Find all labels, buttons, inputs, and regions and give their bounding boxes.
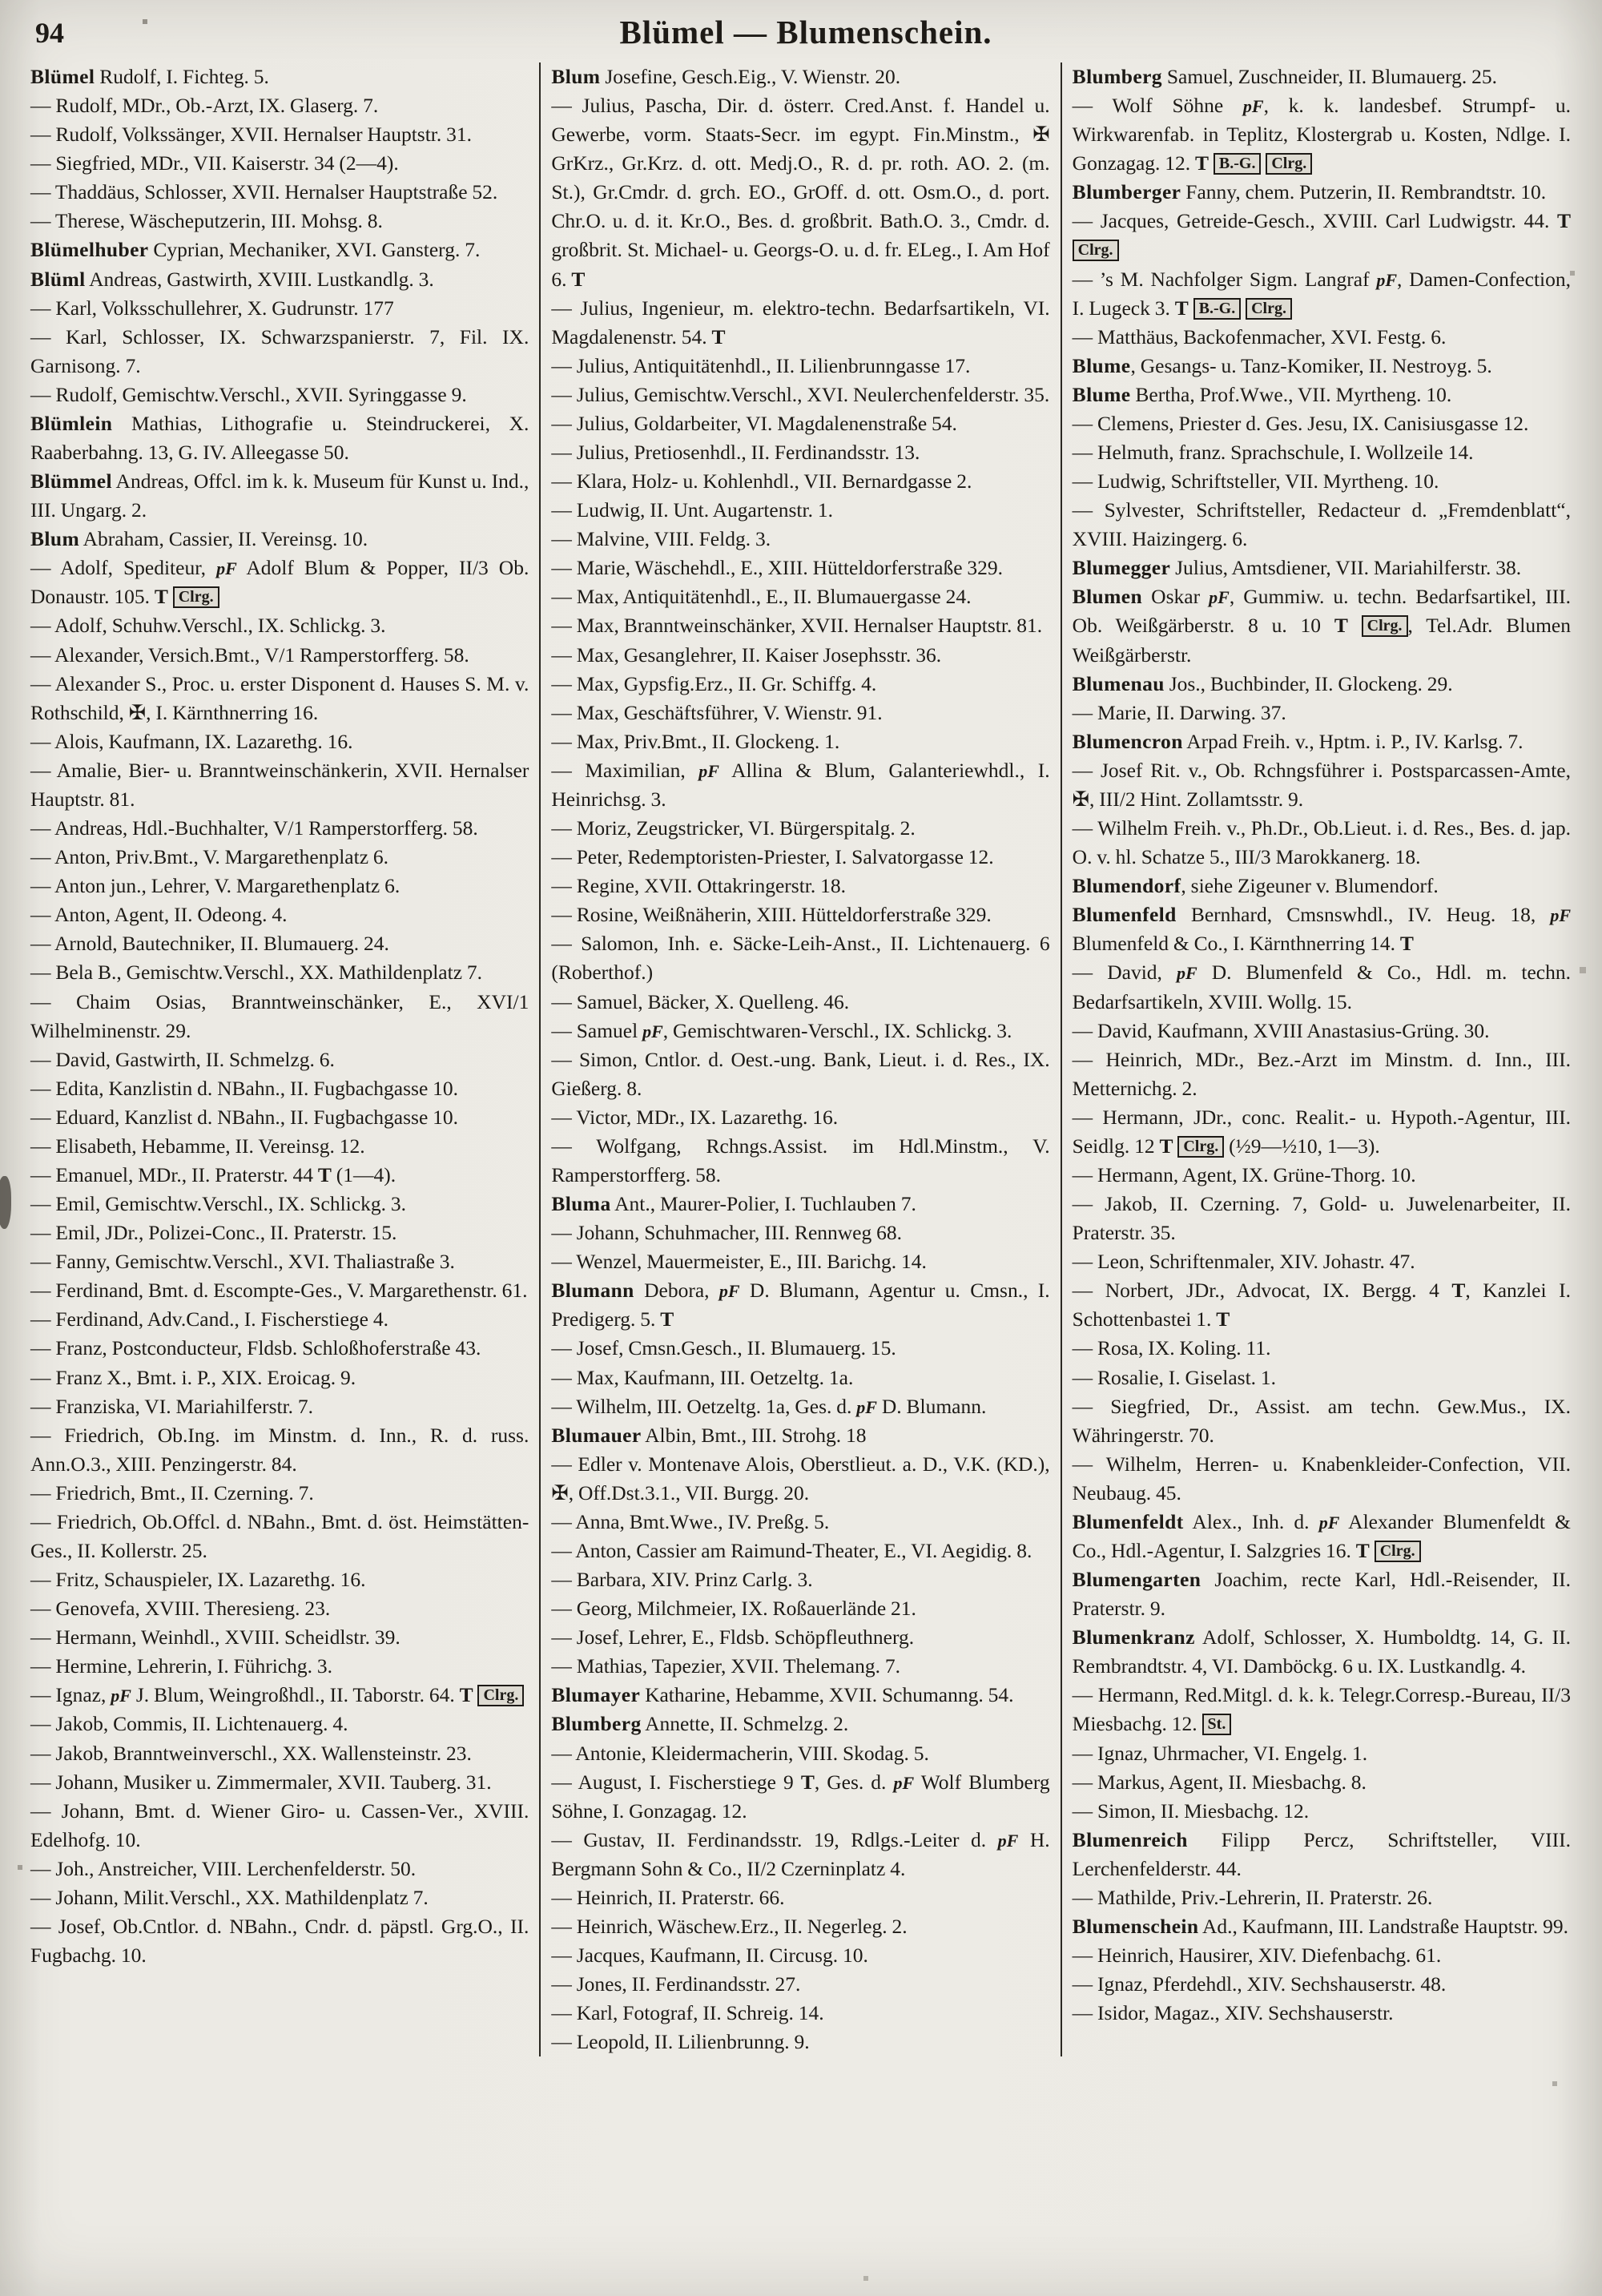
directory-column-2 [539, 62, 1060, 2056]
directory-entry: — Josef, Ob.Cntlor. d. NBahn., Cndr. d. päpstl. Grg.O., II. Fugbachg. 10. [30, 1915, 529, 1968]
directory-entry: — Helmuth, franz. Sprachschule, I. Wollzeile 14. [1072, 441, 1474, 465]
directory-entry: — Sylvester, Schriftsteller, Redacteur d. „Fremdenblatt“, XVIII. Haizingerg. 6. [1072, 498, 1571, 551]
directory-entry: — Julius, Pascha, Dir. d. österr. Cred.Anst. f. Handel u. Gewerbe, vorm. Staats-Secr. im egypt. Fin.Minstm., ✠ GrKrz., Gr.Krz. d. ott. Medj.O., R. d. pr. roth. AO. 2. (m. St.), Gr.Cmdr. d. grch. EO., GrOff. d. ott. Osm.O., d. port. Chr.O. u. d. it. Kr.O., Bes. d. großbrit. Bath.O. 3., Cmdr. d. großbrit. St. Michael- u. Georgs-O. u. d. fr. ELeg., I. Am Hof 6. T [551, 94, 1050, 291]
page-title: Blümel — Blumenschein. [619, 14, 992, 50]
directory-entry: Blumenfeldt Alex., Inh. d. pF Alexander Blumenfeldt & Co., Hdl.-Agentur, I. Salzgries 16. T Clrg. [1072, 1509, 1571, 1562]
scan-smudge-artifact [0, 1176, 11, 1229]
directory-entry: — Johann, Musiker u. Zimmermaler, XVII. Tauberg. 31. [30, 1770, 492, 1794]
directory-entry: — Max, Antiquitätenhdl., E., II. Blumauergasse 24. [551, 585, 972, 609]
directory-entry: — Ignaz, Uhrmacher, VI. Engelg. 1. [1072, 1741, 1368, 1765]
surname: Blumayer [551, 1683, 641, 1707]
directory-entry: — Alexander, Versich.Bmt., V/1 Ramperstorfferg. 58. [30, 642, 469, 667]
directory-entry: — ’s M. Nachfolger Sigm. Langraf pF, Damen-Confection, I. Lugeck 3. T B.-G. Clrg. [1072, 267, 1571, 320]
directory-entry: — Amalie, Bier- u. Branntweinschänkerin, XVII. Hernalser Hauptstr. 81. [30, 758, 529, 811]
directory-entry: Blumendorf, siehe Zigeuner v. Blumendorf. [1072, 874, 1439, 898]
directory-entry: Blümlein Mathias, Lithografie u. Steindruckerei, X. Raaberbahng. 13, G. IV. Alleegasse 50. [30, 411, 529, 465]
surname: Blumann [551, 1279, 634, 1303]
directory-entry: — Josef, Lehrer, E., Fldsb. Schöpfleuthnerg. [551, 1625, 915, 1649]
directory-entry: — Isidor, Magaz., XIV. Sechshauserstr. [1072, 2001, 1394, 2025]
registered-firm-marker: pF [1176, 963, 1197, 984]
page-header [30, 13, 1581, 59]
directory-entry: — Jacques, Getreide-Gesch., XVIII. Carl Ludwigstr. 44. T Clrg. [1073, 207, 1571, 264]
surname: Blume [1072, 382, 1131, 406]
directory-entry: Blumenreich Filipp Percz, Schriftsteller, VIII. Lerchenfelderstr. 44. [1072, 1827, 1571, 1880]
directory-entry: — Victor, MDr., IX. Lazarethg. 16. [551, 1105, 839, 1129]
directory-entry: — Wilhelm Freih. v., Ph.Dr., Ob.Lieut. i. d. Res., Bes. d. jap. O. v. hl. Schatze 5., III/3 Marokkanerg. 18. [1072, 816, 1571, 869]
directory-entry: — Moriz, Zeugstricker, VI. Bürgerspitalg. 2. [551, 816, 916, 840]
badge-st: St. [1202, 1714, 1232, 1735]
directory-entry: — Julius, Ingenieur, m. elektro-techn. Bedarfsartikeln, VI. Magdalenenstr. 54. T [551, 296, 1050, 348]
directory-entry: — Klara, Holz- u. Kohlenhdl., VII. Bernardgasse 2. [551, 469, 972, 493]
directory-entry: — Anton, Priv.Bmt., V. Margarethenplatz 6. [30, 845, 389, 869]
directory-entry: — Friedrich, Bmt., II. Czerning. 7. [30, 1480, 314, 1504]
telephone-marker: T [800, 1770, 815, 1794]
directory-entry: — Gustav, II. Ferdinandsstr. 19, Rdlgs.-Leiter d. pF H. Bergmann Sohn & Co., II/2 Czerninplatz 4. [551, 1827, 1050, 1880]
directory-entry: — Max, Gesanglehrer, II. Kaiser Josephsstr. 36. [551, 642, 942, 667]
telephone-marker: T [571, 267, 586, 291]
surname: Blümmel [30, 469, 112, 493]
directory-entry: — Franziska, VI. Mariahilferstr. 7. [30, 1394, 314, 1418]
badge-bg: B.-G. [1193, 298, 1242, 320]
directory-entry: — Ignaz, Pferdehdl., XIV. Sechshauserstr. 48. [1072, 1972, 1447, 1996]
directory-entry: — Siegfried, Dr., Assist. am techn. Gew.Mus., IX. Währingerstr. 70. [1072, 1394, 1571, 1447]
directory-entry: Blume Bertha, Prof.Wwe., VII. Myrtheng. 10. [1072, 382, 1452, 406]
directory-entry: — Rudolf, Volkssänger, XVII. Hernalser Hauptstr. 31. [30, 123, 473, 147]
badge-clrg: Clrg. [1073, 240, 1119, 261]
directory-entry: — Jones, II. Ferdinandsstr. 27. [551, 1972, 801, 1996]
directory-entry: — Adolf, Schuhw.Verschl., IX. Schlickg. 3. [30, 614, 386, 638]
badge-clrg: Clrg. [477, 1685, 524, 1706]
registered-firm-marker: pF [893, 1772, 915, 1793]
directory-entry: — Josef, Cmsn.Gesch., II. Blumauerg. 15. [551, 1336, 896, 1360]
surname: Blumen [1072, 585, 1143, 609]
registered-firm-marker: pF [216, 558, 237, 579]
telephone-marker: T [1355, 1538, 1370, 1562]
surname: Blumendorf [1072, 874, 1181, 898]
badge-clrg: Clrg. [1177, 1136, 1224, 1158]
telephone-marker: T [459, 1683, 473, 1707]
directory-entry: — Alois, Kaufmann, IX. Lazarethg. 16. [30, 729, 353, 753]
directory-entry: Blume, Gesangs- u. Tanz-Komiker, II. Nestroyg. 5. [1072, 353, 1492, 377]
registered-firm-marker: pF [718, 1281, 740, 1302]
directory-entry: — Markus, Agent, II. Miesbachg. 8. [1072, 1770, 1367, 1794]
directory-entry: — Julius, Pretiosenhdl., II. Ferdinandsstr. 13. [551, 441, 920, 465]
directory-entry: — Anna, Bmt.Wwe., IV. Preßg. 5. [551, 1509, 830, 1533]
directory-entry: — Fanny, Gemischtw.Verschl., XVI. Thaliastraße 3. [30, 1250, 455, 1274]
directory-entry: Blumenschein Ad., Kaufmann, III. Landstraße Hauptstr. 99. [1072, 1915, 1569, 1938]
directory-entry: — Fritz, Schauspieler, IX. Lazarethg. 16. [30, 1568, 366, 1592]
directory-entry: Blumauer Albin, Bmt., III. Strohg. 18 [551, 1423, 867, 1447]
directory-entry: — Arnold, Bautechniker, II. Blumauerg. 24. [30, 932, 389, 956]
directory-entry: — Leopold, II. Lilienbrunng. 9. [551, 2030, 810, 2054]
directory-entry: — Heinrich, Hausirer, XIV. Diefenbachg. 61. [1072, 1944, 1442, 1968]
directory-entry: — Joh., Anstreicher, VIII. Lerchenfelderstr. 50. [30, 1856, 417, 1880]
directory-entry: — Simon, Cntlor. d. Oest.-ung. Bank, Lieut. i. d. Res., IX. Gießerg. 8. [551, 1047, 1050, 1100]
directory-entry: — Rosine, Weißnäherin, XIII. Hütteldorferstraße 329. [551, 903, 992, 927]
surname: Blumenfeld [1072, 903, 1177, 927]
surname: Blumengarten [1072, 1568, 1202, 1592]
directory-entry: Blumegger Julius, Amtsdiener, VII. Mariahilferstr. 38. [1072, 556, 1522, 580]
telephone-marker: T [1195, 151, 1210, 175]
directory-entry: — Max, Branntweinschänker, XVII. Hernalser Hauptstr. 81. [551, 614, 1043, 638]
directory-entry: — August, I. Fischerstiege 9 T, Ges. d. pF Wolf Blumberg Söhne, I. Gonzagag. 12. [551, 1770, 1050, 1823]
surname: Blumenau [1072, 671, 1165, 695]
badge-clrg: Clrg. [1266, 153, 1312, 175]
directory-entry: — Friedrich, Ob.Offcl. d. NBahn., Bmt. d. öst. Heimstätten-Ges., II. Kollerstr. 25. [30, 1509, 529, 1562]
directory-entry: — Anton jun., Lehrer, V. Margarethenplatz 6. [30, 874, 400, 898]
directory-entry: — Rosa, IX. Koling. 11. [1072, 1336, 1271, 1360]
directory-entry: — Thaddäus, Schlosser, XVII. Hernalser Hauptstraße 52. [30, 180, 498, 204]
directory-entry: — Anton, Agent, II. Odeong. 4. [30, 903, 288, 927]
directory-entry: — Ludwig, II. Unt. Augartenstr. 1. [551, 498, 833, 522]
surname: Blümlein [30, 411, 113, 435]
registered-firm-marker: pF [642, 1021, 663, 1041]
directory-entry: — David, pF D. Blumenfeld & Co., Hdl. m. techn. Bedarfsartikeln, XVIII. Wollg. 15. [1072, 961, 1571, 1013]
directory-entry: — Hermann, Red.Mitgl. d. k. k. Telegr.Corresp.-Bureau, II/3 Miesbachg. 12. St. [1072, 1683, 1571, 1736]
directory-entry: — Eduard, Kanzlist d. NBahn., II. Fugbachgasse 10. [30, 1105, 459, 1129]
registered-firm-marker: pF [1318, 1512, 1340, 1533]
registered-firm-marker: pF [856, 1396, 877, 1417]
directory-entry: — Ferdinand, Adv.Cand., I. Fischerstiege 4. [30, 1307, 388, 1331]
directory-entry: — Andreas, Hdl.-Buchhalter, V/1 Ramperstorfferg. 58. [30, 816, 478, 840]
directory-entry: — Anton, Cassier am Raimund-Theater, E., VI. Aegidig. 8. [551, 1538, 1032, 1562]
surname: Blumencron [1072, 729, 1183, 753]
directory-entry: — Leon, Schriftenmaler, XIV. Johastr. 47. [1072, 1250, 1415, 1274]
surname: Blumegger [1072, 556, 1171, 580]
directory-entry: Blumengarten Joachim, recte Karl, Hdl.-Reisender, II. Praterstr. 9. [1072, 1568, 1571, 1621]
telephone-marker: T [1216, 1307, 1230, 1331]
directory-entry: — Hermann, Weinhdl., XVIII. Scheidlstr. 39. [30, 1625, 400, 1649]
directory-entry: Blumayer Katharine, Hebamme, XVII. Schumanng. 54. [551, 1683, 1014, 1707]
registered-firm-marker: pF [997, 1830, 1019, 1851]
surname: Blümel [30, 65, 95, 88]
surname: Blumberger [1072, 180, 1181, 204]
surname: Blumenfeldt [1072, 1509, 1184, 1533]
directory-entry: — Norbert, JDr., Advocat, IX. Bergg. 4 T, Kanzlei I. Schottenbastei 1. T [1072, 1279, 1571, 1331]
badge-bg: B.-G. [1214, 153, 1262, 175]
registered-firm-marker: pF [1242, 96, 1264, 117]
directory-entry: — Clemens, Priester d. Ges. Jesu, IX. Canisiusgasse 12. [1072, 411, 1529, 435]
surname: Blumauer [551, 1423, 642, 1447]
directory-entry: — Emanuel, MDr., II. Praterstr. 44 T (1—4). [30, 1162, 396, 1186]
directory-entry: — Karl, Schlosser, IX. Schwarzspanierstr. 7, Fil. IX. Garnisong. 7. [30, 324, 529, 377]
directory-entry: — Maximilian, pF Allina & Blum, Galanteriewhdl., I. Heinrichsg. 3. [551, 758, 1050, 811]
directory-entry: — Georg, Milchmeier, IX. Roßauerlände 21. [551, 1597, 916, 1621]
directory-entry: — Max, Geschäftsführer, V. Wienstr. 91. [551, 700, 883, 724]
telephone-marker: T [1556, 209, 1571, 233]
badge-clrg: Clrg. [1362, 615, 1408, 637]
directory-entry: — Wolfgang, Rchngs.Assist. im Hdl.Minstm., V. Ramperstorfferg. 58. [551, 1134, 1050, 1186]
telephone-marker: T [1399, 932, 1414, 956]
directory-entry: — Josef Rit. v., Ob. Rchngsführer i. Postsparcassen-Amte, ✠, III/2 Hint. Zollamtsstr. 9. [1072, 758, 1571, 811]
directory-entry: — Samuel, Bäcker, X. Quelleng. 46. [551, 989, 850, 1013]
directory-entry: — Adolf, Spediteur, pF Adolf Blum & Popper, II/3 Ob. Donaustr. 105. T Clrg. [30, 556, 529, 609]
directory-entry: — Hermann, Agent, IX. Grüne-Thorg. 10. [1072, 1162, 1416, 1186]
directory-entry: — Jacques, Kaufmann, II. Circusg. 10. [551, 1944, 868, 1968]
directory-entry: — Ignaz, pF J. Blum, Weingroßhdl., II. Taborstr. 64. T Clrg. [30, 1681, 529, 1710]
directory-entry: Blümmel Andreas, Offcl. im k. k. Museum für Kunst u. Ind., III. Ungarg. 2. [30, 469, 529, 522]
directory-entry: — Edita, Kanzlistin d. NBahn., II. Fugbachgasse 10. [30, 1076, 459, 1100]
directory-entry: Blüml Andreas, Gastwirth, XVIII. Lustkandlg. 3. [30, 267, 434, 291]
directory-entry: — Therese, Wäscheputzerin, III. Mohsg. 8. [30, 209, 383, 233]
surname: Blumenschein [1072, 1915, 1199, 1938]
directory-entry: — Johann, Milit.Verschl., XX. Mathildenplatz 7. [30, 1885, 429, 1909]
directory-entry: — Max, Priv.Bmt., II. Glockeng. 1. [551, 729, 840, 753]
directory-entry: — Rudolf, MDr., Ob.-Arzt, IX. Glaserg. 7. [30, 94, 379, 118]
directory-entry: — Hermann, JDr., conc. Realit.- u. Hypoth.-Agentur, III. Seidlg. 12 T Clrg. (½9—½10, 1—3). [1072, 1105, 1571, 1158]
registered-firm-marker: pF [1550, 905, 1571, 926]
directory-entry: — Karl, Volksschullehrer, X. Gudrunstr. 177 [30, 296, 394, 320]
telephone-marker: T [154, 585, 168, 609]
directory-column-1 [30, 62, 539, 2056]
directory-entry: — Heinrich, II. Praterstr. 66. [551, 1885, 785, 1909]
directory-entry: — Max, Kaufmann, III. Oetzeltg. 1a. [551, 1365, 854, 1389]
directory-entry: — Marie, Wäschehdl., E., XIII. Hütteldorferstraße 329. [551, 556, 1004, 580]
directory-entry: — Matthäus, Backofenmacher, XVI. Festg. 6. [1072, 324, 1447, 348]
directory-entry: — Elisabeth, Hebamme, II. Vereinsg. 12. [30, 1134, 365, 1158]
surname: Blumenreich [1072, 1827, 1188, 1851]
registered-firm-marker: pF [698, 760, 719, 781]
directory-entry: — Jakob, Commis, II. Lichtenauerg. 4. [30, 1712, 348, 1736]
surname: Blumenkranz [1072, 1625, 1195, 1649]
directory-entry: — Rosalie, I. Giselast. 1. [1072, 1365, 1277, 1389]
surname: Blüml [30, 267, 86, 291]
directory-entry: Blumberger Fanny, chem. Putzerin, II. Rembrandtstr. 10. [1072, 180, 1547, 204]
directory-entry: — Bela B., Gemischtw.Verschl., XX. Mathildenplatz 7. [30, 961, 483, 985]
directory-entry: — Edler v. Montenave Alois, Oberstlieut. a. D., V.K. (KD.), ✠, Off.Dst.3.1., VII. Burgg. 20. [551, 1452, 1050, 1504]
telephone-marker: T [1451, 1279, 1466, 1303]
directory-entry: — Chaim Osias, Branntweinschänker, E., XVI/1 Wilhelminenstr. 29. [30, 989, 529, 1042]
directory-entry: — Wilhelm, Herren- u. Knabenkleider-Confection, VII. Neubaug. 45. [1072, 1452, 1571, 1504]
directory-entry: — Ferdinand, Bmt. d. Escompte-Ges., V. Margarethenstr. 61. [30, 1279, 528, 1303]
registered-firm-marker: pF [1209, 587, 1230, 608]
directory-entry: — Samuel pF, Gemischtwaren-Verschl., IX. Schlickg. 3. [551, 1018, 1012, 1042]
directory-entry: — Julius, Goldarbeiter, VI. Magdalenenstraße 54. [551, 411, 957, 435]
directory-entry: Bluma Ant., Maurer-Polier, I. Tuchlauben 7. [551, 1192, 916, 1216]
directory-entry: — Wilhelm, III. Oetzeltg. 1a, Ges. d. pF D. Blumann. [551, 1394, 987, 1418]
page-number: 94 [35, 17, 64, 49]
surname: Blumberg [551, 1712, 642, 1736]
directory-entry: — Julius, Antiquitätenhdl., II. Lilienbrunngasse 17. [551, 353, 971, 377]
directory-entry: — Antonie, Kleidermacherin, VIII. Skodag. 5. [551, 1741, 929, 1765]
directory-entry: — Heinrich, Wäschew.Erz., II. Negerleg. 2. [551, 1915, 908, 1938]
surname: Blum [551, 65, 601, 88]
directory-entry: — Mathilde, Priv.-Lehrerin, II. Praterstr. 26. [1072, 1885, 1433, 1909]
directory-entry: Blumberg Samuel, Zuschneider, II. Blumauerg. 25. [1072, 65, 1498, 88]
directory-entry: — Johann, Schuhmacher, III. Rennweg 68. [551, 1221, 902, 1245]
directory-entry: — Emil, Gemischtw.Verschl., IX. Schlickg. 3. [30, 1192, 406, 1216]
directory-entry: — Max, Gypsfig.Erz., II. Gr. Schiffg. 4. [551, 671, 877, 695]
directory-entry: — Peter, Redemptoristen-Priester, I. Salvatorgasse 12. [551, 845, 994, 869]
directory-entry: — Malvine, VIII. Feldg. 3. [551, 527, 771, 551]
surname: Blum [30, 527, 80, 551]
telephone-marker: T [317, 1162, 332, 1186]
directory-entry: Blum Josefine, Gesch.Eig., V. Wienstr. 20. [551, 65, 901, 88]
directory-entry: — Marie, II. Darwing. 37. [1072, 700, 1286, 724]
directory-entry: — Alexander S., Proc. u. erster Disponent d. Hauses S. M. v. Rothschild, ✠, I. Kärnthnerring 16. [30, 671, 529, 724]
directory-entry: — Friedrich, Ob.Ing. im Minstm. d. Inn., R. d. russ. Ann.O.3., XIII. Penzingerstr. 84. [30, 1423, 529, 1476]
telephone-marker: T [1159, 1134, 1173, 1158]
telephone-marker: T [1334, 614, 1348, 638]
directory-entry: Blumenfeld Bernhard, Cmsnswhdl., IV. Heug. 18, pF Blumenfeld & Co., I. Kärnthnerring 14. T [1072, 903, 1571, 956]
directory-entry: — Mathias, Tapezier, XVII. Thelemang. 7. [551, 1654, 900, 1678]
directory-entry: Blumencron Arpad Freih. v., Hptm. i. P., IV. Karlsg. 7. [1072, 729, 1524, 753]
badge-clrg: Clrg. [1246, 298, 1292, 320]
directory-entry: — Barbara, XIV. Prinz Carlg. 3. [551, 1568, 813, 1592]
directory-entry: Blumenkranz Adolf, Schlosser, X. Humboldtg. 14, G. II. Rembrandtstr. 4, VI. Damböckg. 6 u. IX. Lustkandlg. 4. [1072, 1625, 1571, 1678]
directory-entry: — Wolf Söhne pF, k. k. landesbef. Strumpf- u. Wirkwarenfab. in Teplitz, Klostergrab u. Kosten, Ndlge. I. Gonzagag. 12. T B.-G. Clrg. [1072, 94, 1571, 175]
directory-entry: — Ludwig, Schriftsteller, VII. Myrtheng. 10. [1072, 469, 1439, 493]
directory-entry: Blumann Debora, pF D. Blumann, Agentur u. Cmsn., I. Predigerg. 5. T [551, 1279, 1050, 1331]
directory-entry: — Simon, II. Miesbachg. 12. [1072, 1799, 1310, 1823]
directory-entry: — Johann, Bmt. d. Wiener Giro- u. Cassen-Ver., XVIII. Edelhofg. 10. [30, 1799, 529, 1851]
directory-entry: — Julius, Gemischtw.Verschl., XVI. Neulerchenfelderstr. 35. [551, 382, 1050, 406]
directory-entry: — Genovefa, XVIII. Theresieng. 23. [30, 1597, 331, 1621]
surname: Blume [1072, 353, 1131, 377]
directory-entry: — Siegfried, MDr., VII. Kaiserstr. 34 (2—4). [30, 151, 399, 175]
directory-entry: — Rudolf, Gemischtw.Verschl., XVII. Syringgasse 9. [30, 382, 467, 406]
directory-columns [30, 62, 1581, 2056]
directory-entry: — David, Kaufmann, XVIII Anastasius-Grüng. 30. [1072, 1018, 1490, 1042]
directory-entry: — Franz X., Bmt. i. P., XIX. Eroicag. 9. [30, 1365, 356, 1389]
telephone-marker: T [711, 324, 726, 348]
directory-entry: Blumenau Jos., Buchbinder, II. Glockeng. 29. [1072, 671, 1453, 695]
directory-entry: — Jakob, II. Czerning. 7, Gold- u. Juwelenarbeiter, II. Praterstr. 35. [1072, 1192, 1571, 1245]
directory-entry: — Karl, Fotograf, II. Schreig. 14. [551, 2001, 824, 2025]
telephone-marker: T [660, 1307, 674, 1331]
directory-entry: Blümel Rudolf, I. Fichteg. 5. [30, 65, 269, 88]
directory-entry: Blümelhuber Cyprian, Mechaniker, XVI. Gansterg. 7. [30, 238, 481, 262]
directory-entry: — Franz, Postconducteur, Fldsb. Schloßhoferstraße 43. [30, 1336, 481, 1360]
directory-entry: — Regine, XVII. Ottakringerstr. 18. [551, 874, 847, 898]
badge-clrg: Clrg. [1375, 1541, 1421, 1562]
directory-entry: — David, Gastwirth, II. Schmelzg. 6. [30, 1047, 335, 1071]
registered-firm-marker: pF [111, 1686, 131, 1706]
directory-entry: Blumberg Annette, II. Schmelzg. 2. [551, 1712, 849, 1736]
directory-entry: Blum Abraham, Cassier, II. Vereinsg. 10. [30, 527, 368, 551]
surname: Blümelhuber [30, 238, 149, 262]
surname: Blumberg [1072, 65, 1162, 88]
directory-entry: — Wenzel, Mauermeister, E., III. Barichg. 14. [551, 1250, 927, 1274]
surname: Bluma [551, 1192, 611, 1216]
directory-entry: — Heinrich, MDr., Bez.-Arzt im Minstm. d. Inn., III. Metternichg. 2. [1072, 1047, 1571, 1100]
directory-entry: — Jakob, Branntweinverschl., XX. Wallensteinstr. 23. [30, 1741, 472, 1765]
directory-entry: — Salomon, Inh. e. Säcke-Leih-Anst., II. Lichtenauerg. 6 (Roberthof.) [551, 932, 1050, 985]
telephone-marker: T [1174, 296, 1189, 320]
scan-speck-artifacts [0, 0, 2, 2]
directory-entry: — Hermine, Lehrerin, I. Führichg. 3. [30, 1654, 333, 1678]
directory-column-3 [1061, 62, 1581, 2056]
badge-clrg: Clrg. [173, 586, 219, 608]
registered-firm-marker: pF [1376, 269, 1398, 290]
directory-entry: — Emil, JDr., Polizei-Conc., II. Praterstr. 15. [30, 1221, 397, 1245]
directory-entry: Blumen Oskar pF, Gummiw. u. techn. Bedarfsartikel, III. Ob. Weißgärberstr. 8 u. 10 T Clrg. , Tel.Adr. Blumen Weißgärberstr. [1072, 585, 1571, 667]
